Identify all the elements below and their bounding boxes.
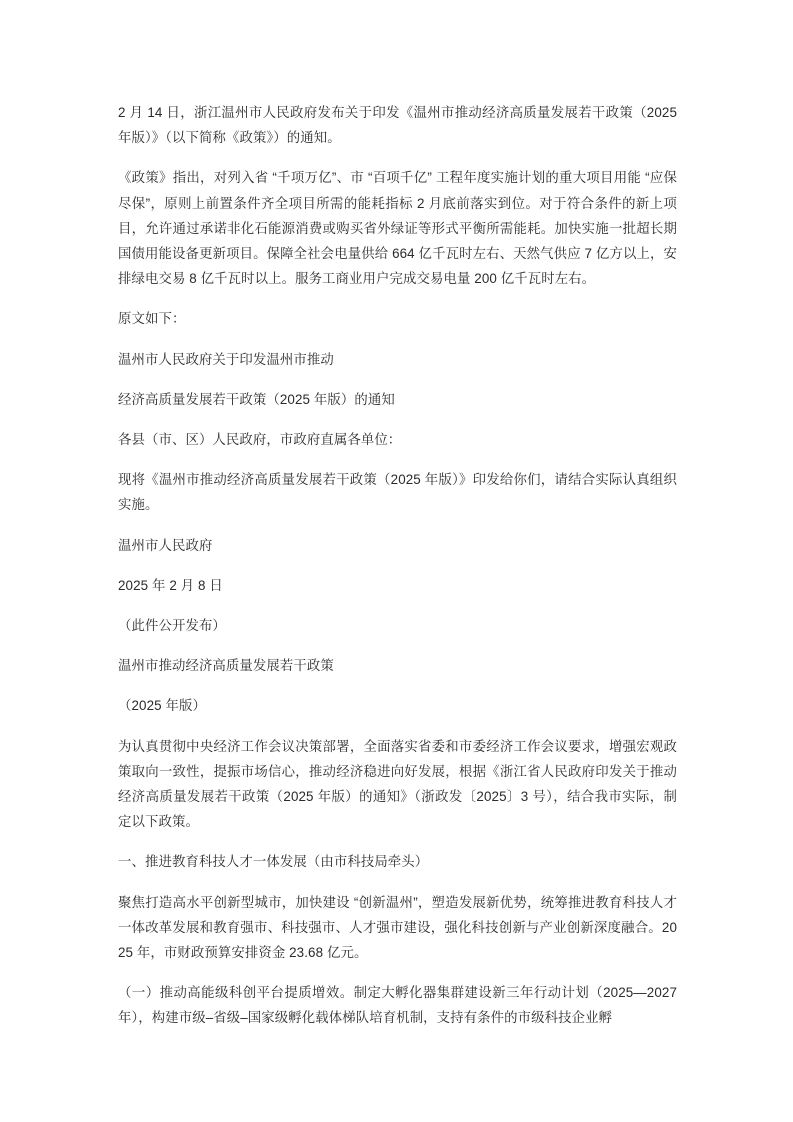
paragraph-notice-title-line-1: 温州市人民政府关于印发温州市推动 [118,351,334,367]
paragraph-issuing-authority: 温州市人民政府 [118,537,213,553]
paragraph-issue-date: 2025 年 2 月 8 日 [118,577,223,593]
paragraph-notice-title-line-2: 经济高质量发展若干政策（2025 年版）的通知 [118,391,395,407]
paragraph-policy-summary: 《政策》指出，对列入省 “千项万亿”、市 “百项千亿” 工程年度实施计划的重大项目用能 “应保尽保”，原则上前置条件齐全项目所需的能耗指标 2 月底前落实到位。对于符合条件的新上项目，允许通过承诺非化石能源消费或购买省外绿证等形式平衡所需能耗。加快实施一批超长期国债用能设备更新项目。保障全社会电量供给 664 亿千瓦时左右、天然气供应 7 亿方以上，安排绿电交易 8 亿千瓦时以上。服务工商业用户完成交易电量 200 亿千瓦时左右。 [118,170,677,287]
document-body [118,100,677,1031]
paragraph-section-1-body: 聚焦打造高水平创新型城市，加快建设 “创新温州”，塑造发展新优势，统筹推进教育科技人才一体改革发展和教育强市、科技强市、人才强市建设，强化科技创新与产业创新深度融合。2025 年，市财政预算安排资金 23.68 亿元。 [118,894,677,961]
paragraph-recipients: 各县（市、区）人民政府，市政府直属各单位： [118,432,402,448]
paragraph-preamble: 为认真贯彻中央经济工作会议决策部署，全面落实省委和市委经济工作会议要求，增强宏观政策取向一致性，提振市场信心，推动经济稳进向好发展，根据《浙江省人民政府印发关于推动经济高质量发展若干政策（2025 年版）的通知》（浙政发〔2025〕3 号），结合我市实际，制定以下政策。 [118,738,677,830]
section-1-heading: 一、推进教育科技人才一体发展（由市科技局牵头） [118,854,429,870]
paragraph-lead-date-announcement: 2 月 14 日，浙江温州市人民政府发布关于印发《温州市推动经济高质量发展若干政策（2025 年版）》（以下简称《政策》）的通知。 [118,105,677,146]
paragraph-public-release-note: （此件公开发布） [118,618,226,634]
paragraph-policy-title: 温州市推动经济高质量发展若干政策 [118,658,334,674]
paragraph-policy-version: （2025 年版） [118,698,206,714]
paragraph-section-1-item-1: （一）推动高能级科创平台提质增效。制定大孵化器集群建设新三年行动计划（2025—2027 年），构建市级–省级–国家级孵化载体梯队培育机制，支持有条件的市级科技企业孵 [118,985,677,1026]
paragraph-issuance-statement: 现将《温州市推动经济高质量发展若干政策（2025 年版）》印发给你们，请结合实际认真组织实施。 [118,472,677,513]
paragraph-original-text-label: 原文如下： [118,311,186,327]
